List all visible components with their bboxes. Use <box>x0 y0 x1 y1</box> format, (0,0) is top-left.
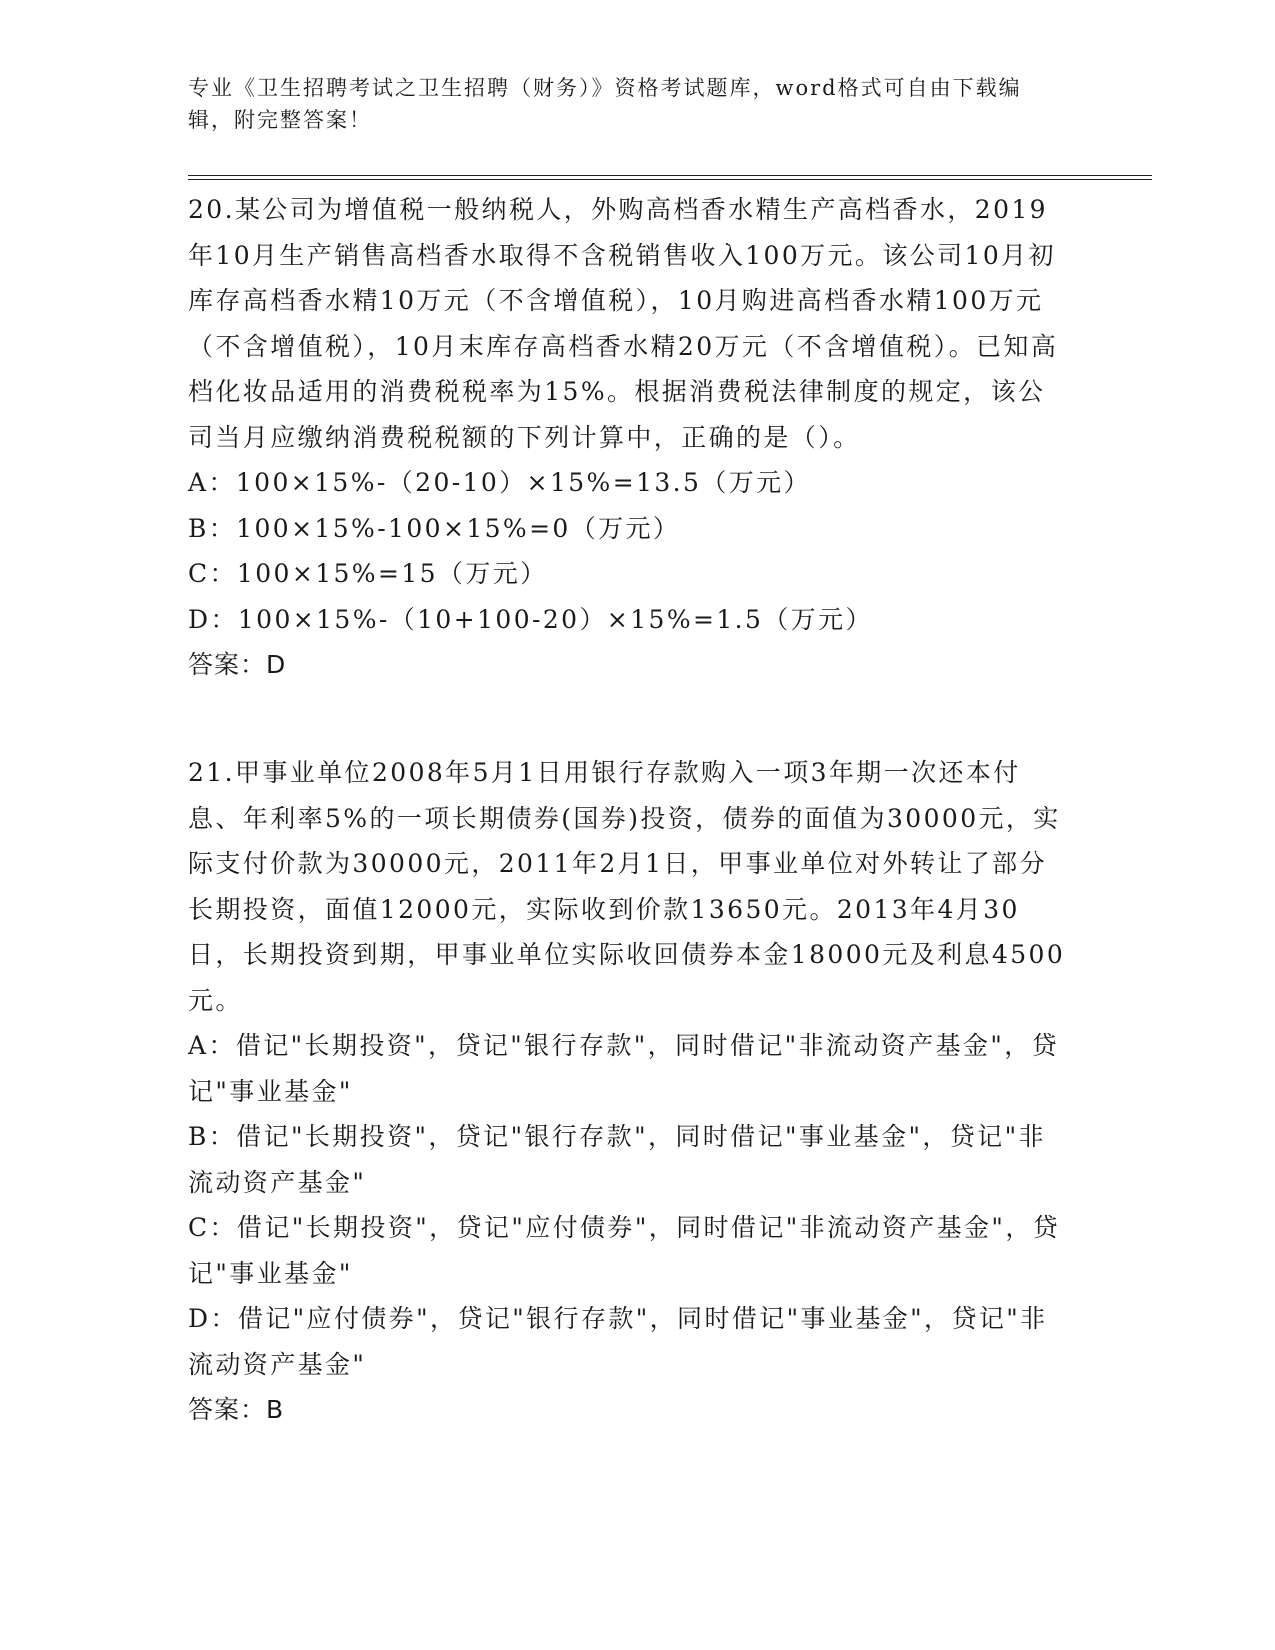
option-b: B：100×15%-100×15%=0（万元） <box>188 513 681 543</box>
question-text: 21.甲事业单位2008年5月1日用银行存款购入一项3年期一次还本付息、年利率5%的一项长期债券(国券)投资，债券的面值为30000元，实际支付价款为30000元，2011年2月1日，甲事业单位对外转让了部分长期投资，面值12000元，实际收到价款13650元。2013年4月30日，长期投资到期，甲事业单位实际收回债券本金18000元及利息4500元。 <box>188 758 1066 1015</box>
option-d: D：100×15%-（10+100-20）×15%=1.5（万元） <box>188 604 873 634</box>
question-text: 20.某公司为增值税一般纳税人，外购高档香水精生产高档香水，2019年10月生产销售高档香水取得不含税销售收入100万元。该公司10月初库存高档香水精10万元（不含增值税），10月购进高档香水精100万元（不含增值税），10月末库存高档香水精20万元（不含增值税）。已知高档化妆品适用的消费税税率为15%。根据消费税法律制度的规定，该公司当月应缴纳消费税税额的下列计算中，正确的是（）。 <box>188 195 1059 452</box>
document-header <box>188 72 1088 136</box>
question-block <box>188 187 1068 688</box>
divider-line-bottom <box>188 179 1152 180</box>
option-c: C：100×15%=15（万元） <box>188 559 548 588</box>
option-a: A：100×15%-（20-10）×15%=13.5（万元） <box>188 468 811 497</box>
option-a: A：借记"长期投资"，贷记"银行存款"，同时借记"非流动资产基金"，贷记"事业基金" <box>188 1031 1060 1106</box>
question-spacer <box>188 688 1068 750</box>
answer-text: 答案：D <box>188 650 287 679</box>
header-divider <box>188 175 1152 180</box>
header-text: 专业《卫生招聘考试之卫生招聘（财务）》资格考试题库，word格式可自由下载编辑，附完整答案！ <box>188 76 1022 132</box>
question-list <box>188 187 1068 1433</box>
answer-text: 答案：B <box>188 1395 285 1424</box>
question-block <box>188 750 1068 1433</box>
option-b: B：借记"长期投资"，贷记"银行存款"，同时借记"事业基金"，贷记"非流动资产基金" <box>188 1122 1046 1197</box>
divider-line-top <box>188 175 1152 176</box>
option-d: D：借记"应付债券"，贷记"银行存款"，同时借记"事业基金"，贷记"非流动资产基金" <box>188 1304 1048 1379</box>
option-c: C：借记"长期投资"，贷记"应付债券"，同时借记"非流动资产基金"，贷记"事业基金" <box>188 1213 1061 1288</box>
